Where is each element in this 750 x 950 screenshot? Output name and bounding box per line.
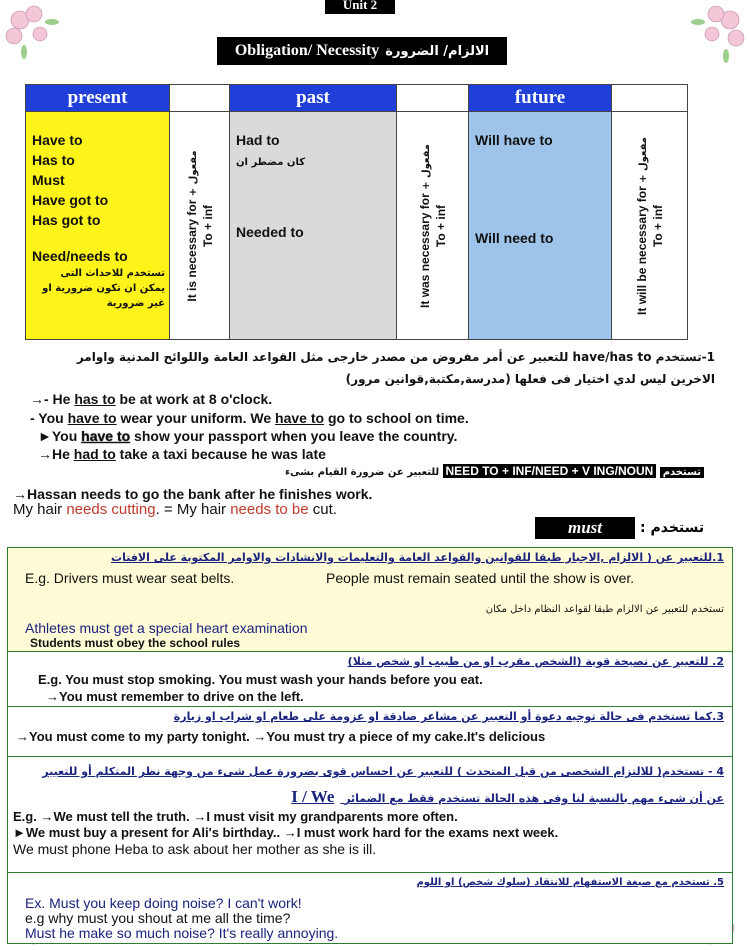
verb-item: Have to (32, 132, 83, 148)
must-section-2 (7, 651, 733, 708)
header-future: future (469, 85, 612, 112)
example-line: E.g. You must stop smoking. You must wash your hands before you eat. (38, 672, 483, 687)
title-arabic: الالزام/ الضرورة (385, 44, 490, 59)
verb-item: Have got to (32, 192, 109, 208)
flower-decoration-icon (0, 0, 70, 70)
present-side-cell (170, 112, 230, 340)
example-line: Must he make so much noise? It's really annoying. (25, 925, 339, 941)
verb-item: Needed to (236, 224, 304, 240)
example-line: →You must remember to drive on the left. (46, 689, 304, 704)
example-line: E.g. Drivers must wear seat belts. (25, 570, 235, 586)
must-section-5 (7, 872, 733, 944)
header-past: past (230, 85, 397, 112)
must-section-3 (7, 706, 733, 758)
need-example: →Hassan needs to go the bank after he finishes work. (13, 486, 373, 502)
must-section-1 (7, 547, 733, 653)
section-heading: 2. للتعبير عن نصيحة قوية (الشخص مقرب او من طبيب او شخص مثلا) (347, 655, 724, 668)
header-blank (170, 85, 230, 112)
example-line: - You have to wear your uniform. We have to go to school on time. (30, 410, 469, 426)
header-blank (397, 85, 469, 112)
rule-1 (15, 346, 715, 390)
example-line: →He had to take a taxi because he was late (38, 446, 326, 462)
example-line: ►You have to show your passport when you leave the country. (38, 428, 458, 444)
verb-item: Will have to (475, 132, 553, 148)
must-badge-ar: تستخدم : (640, 520, 705, 536)
section-note: تستخدم للتعبير عن الالزام طبقا لقواعد النظام داخل مكان (485, 604, 724, 615)
need-formula: NEED TO + INF/NEED + V ING/NOUN (443, 464, 657, 478)
present-cell (26, 112, 170, 340)
side-label-2: To + inf (650, 204, 665, 247)
need-rule-ar-pre: تستخدم (660, 467, 704, 478)
rule-1-line: 1-تستخدم have/has to للتعبير عن أمر مفروض من مصدر خارجى مثل القواعد العامة واللوائح المدنية واوامر (76, 350, 715, 364)
future-side-cell (612, 112, 688, 340)
must-section-4 (7, 756, 733, 874)
pronouns-label: I / We (291, 787, 335, 806)
example-line: People must remain seated until the show is over. (326, 570, 635, 586)
title-english: Obligation/ Necessity (234, 42, 380, 59)
verb-item: Must (32, 172, 65, 188)
example-line: Students must obey the school rules (30, 636, 241, 650)
example-line: E.g. →We must tell the truth. →I must visit my grandparents more often. (13, 809, 458, 824)
must-badge: must (535, 517, 635, 539)
need-rule (285, 464, 704, 478)
present-note: تستخدم للاحداث التى يمكن ان تكون ضرورية او غير ضرورية (42, 268, 165, 309)
side-label: It was necessary for (417, 192, 432, 308)
need-rule-ar: للتعبير عن ضرورة القيام بشىء (285, 467, 440, 478)
side-label-2: To + inf (433, 204, 448, 247)
page-title (217, 37, 507, 65)
header-blank (612, 85, 688, 112)
verb-item: Will need to (475, 230, 554, 246)
tenses-table (25, 84, 688, 340)
side-label-ar: + مفعول (187, 149, 199, 196)
example-line: We must phone Heba to ask about her mother as she is ill. (13, 841, 377, 857)
example-line: →- He has to be at work at 8 o'clock. (30, 391, 273, 407)
past-note: كان مضطر ان (236, 157, 306, 168)
side-label-2: To + inf (200, 204, 215, 247)
example-line: →You must come to my party tonight. →You must try a piece of my cake.It's delicious (16, 729, 546, 744)
header-present: present (26, 85, 170, 112)
section-heading: عن أن شىء مهم بالنسبة لنا وفى هذه الحالة تستخدم فقط مع الضمائر I / We (291, 787, 724, 806)
side-label: It is necessary for (184, 199, 199, 302)
future-cell (469, 112, 612, 340)
rule-1-line: الاخرين ليس لدي اختيار فى فعلها (مدرسة,مكتبة,قوانين مرور) (345, 372, 715, 386)
example-line: e.g why must you shout at me all the time? (25, 910, 291, 926)
need-example: My hair needs cutting. = My hair needs to be cut. (13, 501, 337, 518)
past-cell (230, 112, 397, 340)
example-line: ►We must buy a present for Ali's birthday.. →I must work hard for the exams next week. (13, 825, 559, 840)
section-heading: 3.كما تستخدم فى حالة توجيه دعوة أو التعبير عن مشاعر صادقة او عزومة على طعام او شراب او زيارة (173, 710, 724, 723)
verb-item: Had to (236, 132, 280, 148)
side-label: It will be necessary for (634, 185, 649, 315)
side-label-ar: + مفعول (420, 143, 432, 190)
verb-item: Need/needs to (32, 248, 128, 264)
unit-label: Unit 2 (325, 0, 395, 14)
example-line: Ex. Must you keep doing noise? I can't work! (25, 895, 302, 911)
verb-item: Has to (32, 152, 75, 168)
verb-item: Has got to (32, 212, 101, 228)
example-line: Athletes must get a special heart examination (25, 620, 308, 636)
section-heading: 5. تستخدم مع صيغة الاستفهام للانتقاد (سلوك شخص) او اللوم (416, 877, 724, 888)
section-heading: 4 - تستخدم( للالتزام الشخصى من قبل المتحدث ) للتعبير عن احساس قوى بضرورة عمل شىء من وجهة نظر المتكلم أو للتعبير (42, 765, 724, 778)
flower-decoration-icon (680, 0, 750, 70)
section-heading: 1.للتعبير عن ( الالزام ,الاجبار طبقا للقوانين والقواعد العامة والتعليمات والانشادات والاوامر المكتوبة على الافتات (111, 551, 724, 564)
side-label-ar: + مفعول (637, 136, 649, 183)
past-side-cell (397, 112, 469, 340)
